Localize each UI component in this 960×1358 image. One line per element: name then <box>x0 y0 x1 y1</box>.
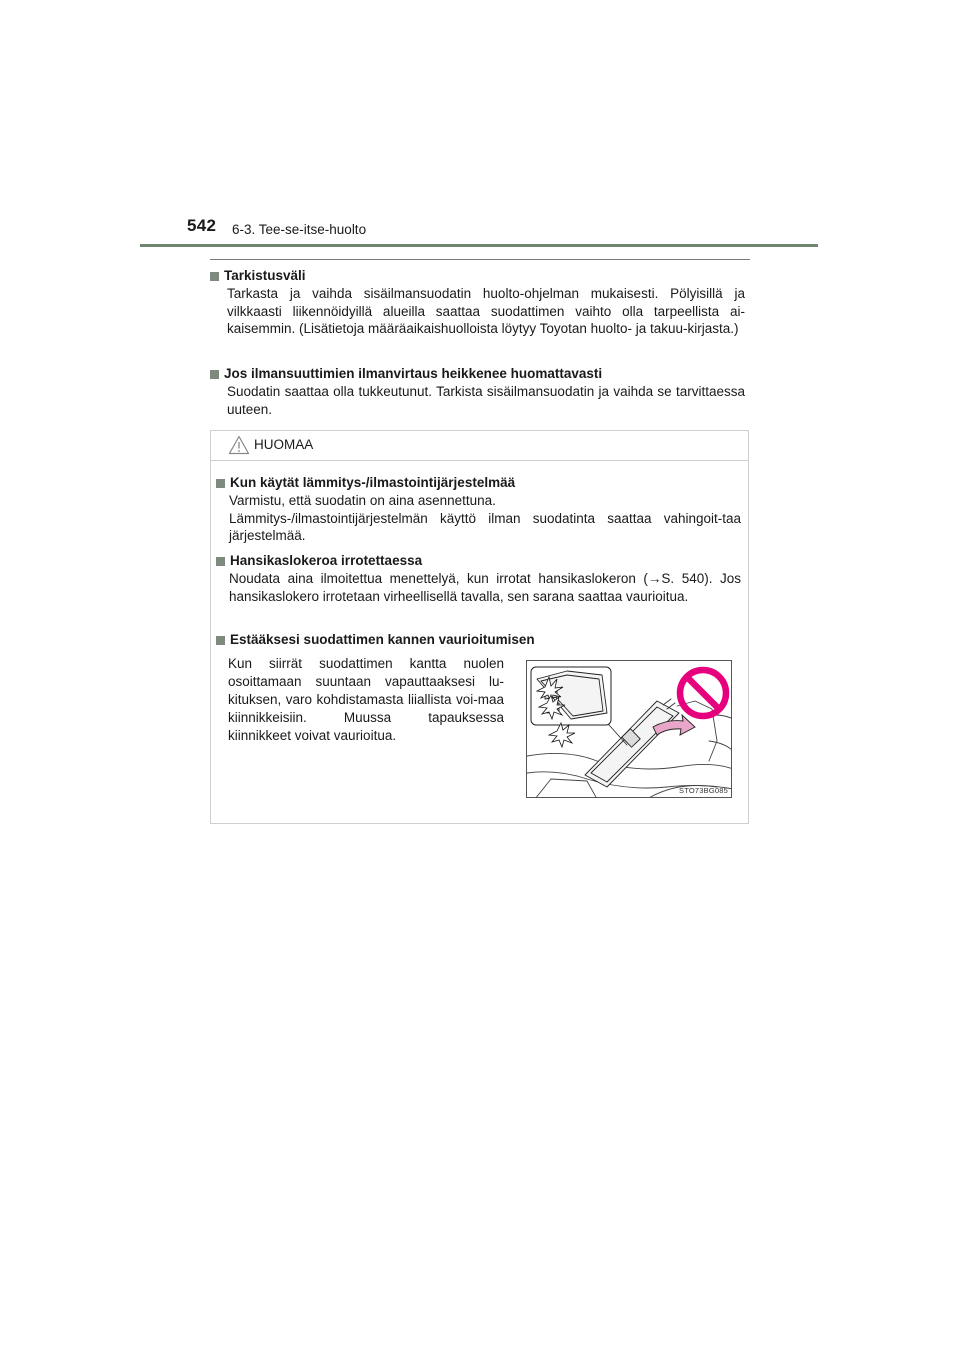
header-rule <box>140 244 818 247</box>
notice-header <box>211 431 748 461</box>
notice-item-glovebox <box>216 552 741 605</box>
section-heading: Tarkistusväli <box>224 268 306 283</box>
notice-label: HUOMAA <box>254 437 314 452</box>
content-rule <box>210 259 750 260</box>
page-number: 542 <box>187 216 217 235</box>
section-body: Suodatin saattaa olla tukkeutunut. Tarkista sisäilmansuodatin ja vaihda se tarvittaessa uuteen. <box>227 384 745 417</box>
notice-item-heading: Kun käytät lämmitys-/ilmastointijärjestelmää <box>230 475 516 490</box>
bullet-square-icon <box>216 479 225 488</box>
section-inspection-interval <box>210 267 745 338</box>
section-title: 6-3. Tee-se-itse-huolto <box>232 222 367 237</box>
notice-item-line: Varmistu, että suodatin on aina asennettuna. <box>229 493 496 508</box>
bullet-square-icon <box>216 636 225 645</box>
warning-triangle-icon <box>228 435 250 455</box>
bullet-square-icon <box>210 272 219 281</box>
notice-item-heading: Estääksesi suodattimen kannen vaurioitumisen <box>230 632 535 647</box>
notice-item-body: Kun siirrät suodattimen kantta nuolen osoittamaan suuntaan vapauttaaksesi lu-kituksen, varo kohdistamasta liiallista voi-maa kiinnikkeisiin. Muussa tapauksessa kiinnikkeet voivat vaurioitua. <box>228 656 504 743</box>
section-airflow-weak <box>210 365 745 418</box>
filter-cover-illustration <box>526 660 732 798</box>
filter-cover-drawing <box>527 661 732 798</box>
bullet-square-icon <box>216 557 225 566</box>
notice-item-heading: Hansikaslokeroa irrotettaessa <box>230 553 423 568</box>
figure-code: STO73BG085 <box>679 786 728 795</box>
notice-item-heating <box>216 474 741 545</box>
bullet-square-icon <box>210 370 219 379</box>
section-heading: Jos ilmansuuttimien ilmanvirtaus heikkenee huomattavasti <box>224 366 603 381</box>
section-body: Tarkasta ja vaihda sisäilmansuodatin huolto-ohjelman mukaisesti. Pölyisillä ja vilkkaasti liikennöidyillä alueilla saattaa suodattimen vaihto olla tarpeellista ai-kaisemmin. (Lisätietoja määräaikaishuolloista löytyy Toyotan huolto- ja takuu-kirjasta.) <box>227 286 745 336</box>
notice-item-line: Lämmitys-/ilmastointijärjestelmän käyttö ilman suodatinta saattaa vahingoit-taa järjestelmää. <box>229 510 741 543</box>
notice-item-body: Noudata aina ilmoitettua menettelyä, kun irrotat hansikaslokeron (→S. 540). Jos hansikaslokero irrotetaan virheellisellä tavalla, sen sarana saattaa vaurioitua. <box>229 571 741 604</box>
notice-item-filter-cover <box>216 631 741 649</box>
